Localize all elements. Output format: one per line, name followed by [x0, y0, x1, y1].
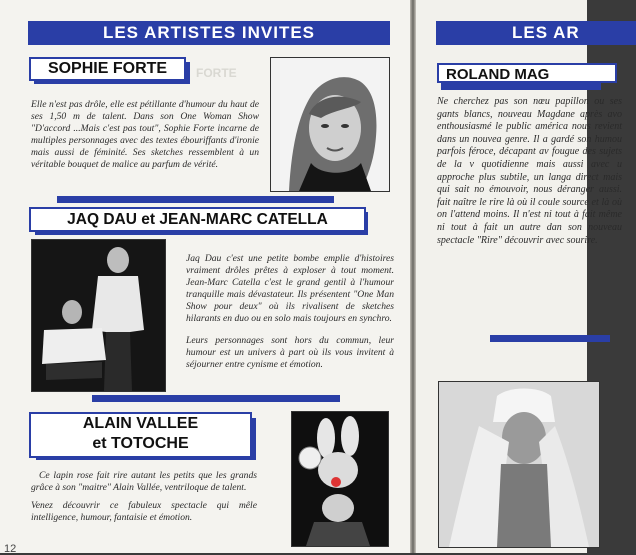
right-page — [416, 0, 622, 553]
photo-alain-vallee-totoche — [291, 411, 389, 547]
artist-name-jaq-dau-jean-marc-catella: JAQ DAU et JEAN-MARC CATELLA — [29, 207, 366, 232]
artist-text-jaq-dau-jean-marc-catella: Jaq Dau c'est une petite bombe emplie d'histoires vraiment drôles prêtes à exploser à tout moment. Jean-Marc Catella c'est le grand gentil à l'humour tranquille mais dévastateur. Ils présentent "One Man Show pour deux" où ils rivalisent de sketches hilarants en duo ou en solo mais toujours en synchro. Leurs personnages sont hors du commun, leur humour est un univers à part où ils vous invitent à séjourner entre cynisme et émotion. — [186, 253, 394, 370]
artist-text-alain-vallee-totoche: Ce lapin rose fait rire autant les petits que les grands grâce à son "maitre" Alain Vallée, ventriloque de talent. Venez découvrir ce fabuleux spectacle qui mêle intelligence, humour, fantaisie et émotion. — [31, 470, 257, 523]
photo-sophie-forte — [270, 57, 390, 192]
artist-text-roland-magdane: Ne cherchez pas son nœu papillon ou ses gants blancs, nouveau Magdane après avo enthousiasmé le public américa nous revient dans un nouvea genre. Il a gardé son humou parfois féroce, décapant av fougue des sujets de la v quotidienne mais aussi avec u approche plus subtile, un langa direct mais qui sait no émouvoir, nous déranger aussi. fait naître le rire là où il coule source et là où on l'attend moins. Il n'est ni tout à fait même ni tout à fait un autre dan son nouveau spectacle "Rire" découvrir avec sourire. — [437, 96, 622, 246]
artist-name-alain-vallee-totoche — [29, 412, 252, 458]
artist-name-line-1: ALAIN VALLEE — [82, 415, 199, 432]
page-number: 12 — [4, 543, 17, 555]
photo-jaq-dau-jean-marc-catella — [31, 239, 166, 392]
section-divider — [57, 196, 334, 203]
section-divider — [92, 395, 340, 402]
artist-name-roland-magdane: ROLAND MAG — [437, 63, 617, 83]
section-divider — [490, 335, 610, 342]
section-header: LES AR — [436, 21, 636, 45]
artist-name-sophie-forte: SOPHIE FORTE — [29, 57, 186, 81]
section-header: LES ARTISTES INVITES — [28, 21, 390, 45]
faded-background-text: FORTE — [196, 66, 237, 80]
artist-text-sophie-forte: Elle n'est pas drôle, elle est pétillante d'humour du haut de ses 1,50 m de talent. Dans son One Woman Show "D'accord ...Mais c'est pas tout", Sophie Forte incarne de multiples personnages avec des textes ébouriffants d'ironie mais aussi de féminité. Ses sketches ressemblent à un véritable bouquet de malice au parfum de vérité. — [31, 99, 259, 170]
photo-roland-magdane — [438, 381, 600, 548]
artist-name-line-2: et TOTOCHE — [92, 435, 189, 452]
